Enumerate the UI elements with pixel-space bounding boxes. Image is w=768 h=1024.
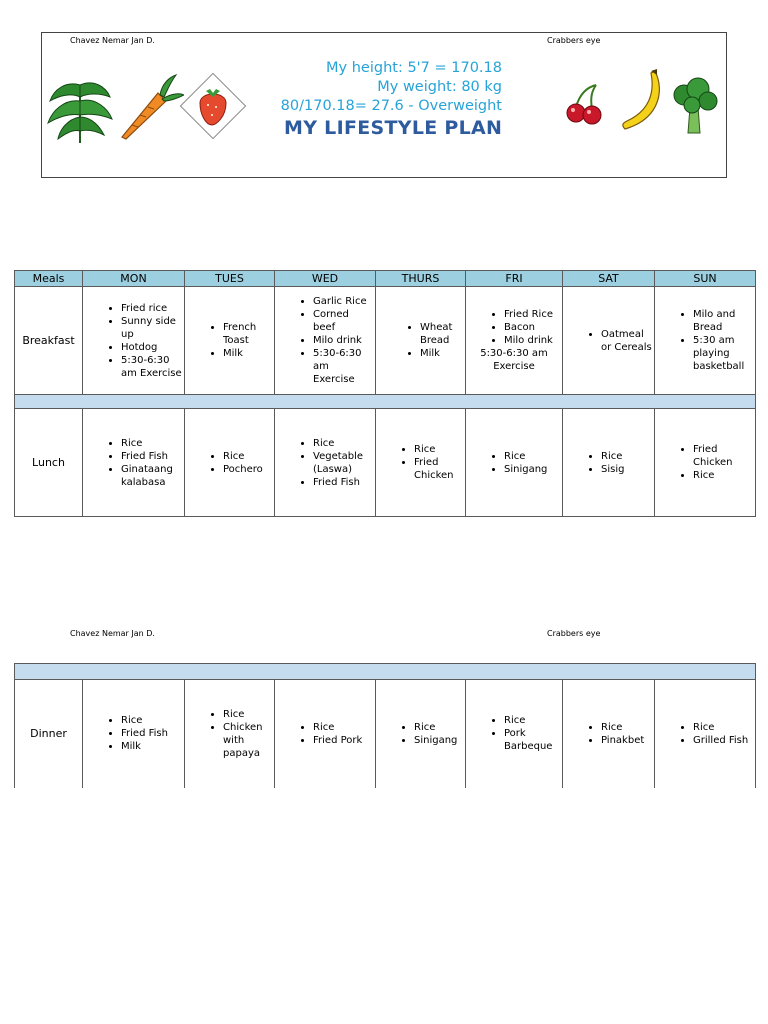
dinner-tue: [185, 680, 275, 788]
lunch-wed: [275, 409, 376, 517]
meal-item: • Fried Pork: [313, 734, 373, 747]
meal-item: • Rice: [223, 708, 272, 721]
meal-item: • Rice: [121, 437, 182, 450]
separator-row: [15, 395, 756, 409]
dinner-sat: [563, 680, 655, 788]
breakfast-thu: [376, 287, 466, 395]
meal-item: • Rice: [504, 450, 560, 463]
dinner-sun: [655, 680, 756, 788]
meal-item: • Rice: [223, 450, 272, 463]
meal-item: • Rice: [414, 443, 463, 456]
breakfast-tue: [185, 287, 275, 395]
meal-item: • Ginataang kalabasa: [121, 463, 182, 489]
meal-item: • Milk: [420, 347, 463, 360]
meal-item: • Sinigang: [414, 734, 463, 747]
header-wed: WED: [275, 271, 376, 287]
header-mon: MON: [83, 271, 185, 287]
dinner-label: Dinner: [15, 680, 83, 788]
meal-item: • Rice: [693, 721, 753, 734]
header-fri: FRI: [466, 271, 563, 287]
separator-bar: [15, 395, 756, 409]
table-header-row: [15, 271, 756, 287]
header-right-label: Crabbers eye: [547, 36, 601, 45]
bmi-line: 80/170.18= 27.6 - Overweight: [280, 98, 502, 114]
breakfast-fri-note: 5:30-6:30 am Exercise: [480, 348, 548, 372]
meal-item: • 5:30-6:30 am Exercise: [121, 354, 182, 380]
header-meals: Meals: [15, 271, 83, 287]
header-sat: SAT: [563, 271, 655, 287]
meal-item: • Pork Barbeque: [504, 727, 560, 753]
dinner-fri: [466, 680, 563, 788]
meal-item: • Milk: [223, 347, 272, 360]
lunch-thu: [376, 409, 466, 517]
meal-item: • Garlic Rice: [313, 295, 373, 308]
meal-item: • Pochero: [223, 463, 272, 476]
breakfast-fri: [466, 287, 563, 395]
meal-item: • Rice: [313, 437, 373, 450]
cherries-icon: [564, 83, 604, 127]
lunch-sat: [563, 409, 655, 517]
meal-item: • Grilled Fish: [693, 734, 753, 747]
dinner-table: [14, 663, 756, 788]
meal-item: • Milo drink: [313, 334, 373, 347]
lunch-tue: [185, 409, 275, 517]
banana-icon: [617, 67, 667, 133]
breakfast-row: [15, 287, 756, 395]
page2-author-name: Chavez Nemar Jan D.: [70, 629, 155, 638]
broccoli-icon: [670, 77, 720, 135]
meal-item: • French Toast: [223, 321, 272, 347]
meal-item: • Rice: [601, 450, 652, 463]
meal-item: • Sunny side up: [121, 315, 182, 341]
breakfast-label: Breakfast: [15, 287, 83, 395]
meal-item: • Hotdog: [121, 341, 182, 354]
meal-item: • Milk: [121, 740, 182, 753]
dinner-separator-row: [15, 664, 756, 680]
meal-item: • Oatmeal or Cereals: [601, 328, 652, 354]
header-sun: SUN: [655, 271, 756, 287]
meal-item: • 5:30-6:30 am Exercise: [313, 347, 373, 386]
meal-item: • Fried Rice: [504, 308, 560, 321]
header-thurs: THURS: [376, 271, 466, 287]
meal-item: • Fried Fish: [121, 450, 182, 463]
meal-item: • Milo and Bread: [693, 308, 753, 334]
meal-item: • Sinigang: [504, 463, 560, 476]
meal-item: • Wheat Bread: [420, 321, 463, 347]
meal-item: • Rice: [601, 721, 652, 734]
meal-item: • Rice: [504, 714, 560, 727]
meal-item: • Milo drink: [504, 334, 560, 347]
lunch-label: Lunch: [15, 409, 83, 517]
dinner-row: [15, 680, 756, 788]
strawberry-icon: [176, 69, 250, 143]
breakfast-wed: [275, 287, 376, 395]
dinner-thu: [376, 680, 466, 788]
meal-item: • Fried Fish: [121, 727, 182, 740]
meal-item: • Fried Chicken: [414, 456, 463, 482]
meal-item: • Vegetable (Laswa): [313, 450, 373, 476]
meal-item: • Chicken with papaya: [223, 721, 272, 760]
health-stats: [272, 59, 502, 116]
header-tues: TUES: [185, 271, 275, 287]
carrot-icon: [118, 73, 184, 141]
weight-line: My weight: 80 kg: [377, 79, 502, 95]
meal-item: • Rice: [693, 469, 753, 482]
meal-plan-table: [14, 270, 756, 517]
dinner-wed: [275, 680, 376, 788]
meal-item: • Bacon: [504, 321, 560, 334]
plan-title: MY LIFESTYLE PLAN: [284, 117, 503, 139]
header-box: [41, 32, 727, 178]
lunch-row: [15, 409, 756, 517]
dinner-separator-bar: [15, 664, 756, 680]
meal-item: • 5:30 am playing basketball: [693, 334, 753, 373]
meal-item: • Fried Chicken: [693, 443, 753, 469]
page2-right-label: Crabbers eye: [547, 629, 601, 638]
meal-item: • Pinakbet: [601, 734, 652, 747]
lunch-mon: [83, 409, 185, 517]
meal-item: • Fried Fish: [313, 476, 373, 489]
meal-item: • Fried rice: [121, 302, 182, 315]
meal-item: • Sisig: [601, 463, 652, 476]
meal-item: • Rice: [414, 721, 463, 734]
breakfast-sun: [655, 287, 756, 395]
dinner-mon: [83, 680, 185, 788]
meal-item: • Rice: [121, 714, 182, 727]
breakfast-mon: [83, 287, 185, 395]
lunch-fri: [466, 409, 563, 517]
height-line: My height: 5'7 = 170.18: [326, 60, 502, 76]
lunch-sun: [655, 409, 756, 517]
meal-item: • Rice: [313, 721, 373, 734]
leaf-icon: [46, 75, 114, 145]
author-name: Chavez Nemar Jan D.: [70, 36, 155, 45]
breakfast-sat: [563, 287, 655, 395]
meal-item: • Corned beef: [313, 308, 373, 334]
